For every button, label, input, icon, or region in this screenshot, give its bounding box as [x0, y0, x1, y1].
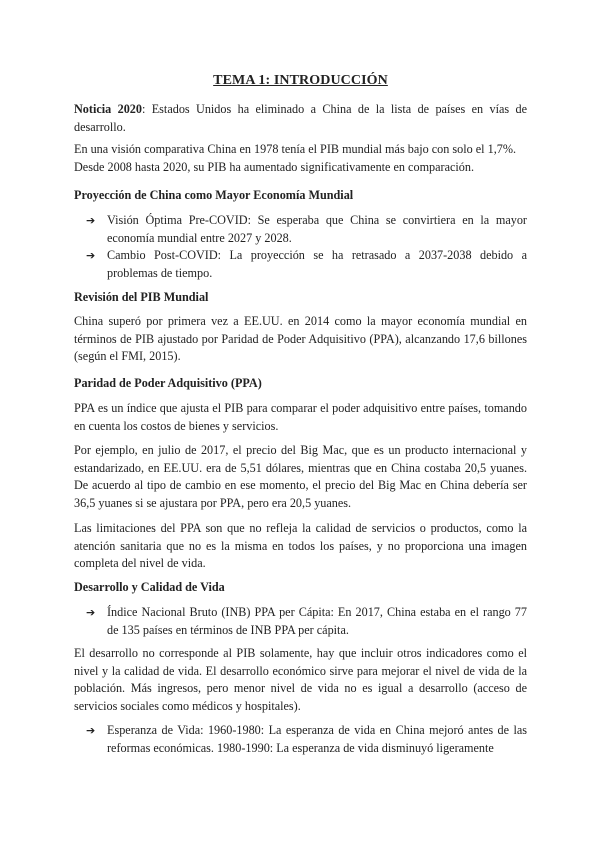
section-heading-gdp-review: Revisión del PIB Mundial	[74, 290, 209, 304]
list-item: ➔ Esperanza de Vida: 1960-1980: La esperanza de vida en China mejoró antes de las reformas económicas. 1980-1990: La esperanza de vida disminuyó ligeramente	[86, 723, 527, 755]
arrow-icon: ➔	[86, 724, 96, 737]
arrow-icon: ➔	[86, 214, 96, 227]
ppp-limitations-paragraph: Las limitaciones del PPA son que no refleja la calidad de servicios o productos, como la atención sanitaria que no es la misma en todos los países, y no proporciona una imagen completa del nivel de vida.	[74, 521, 527, 571]
section-heading-development: Desarrollo y Calidad de Vida	[74, 580, 225, 594]
development-list	[74, 604, 527, 639]
list-item: ➔ Cambio Post-COVID: La proyección se ha retrasado a 2037-2038 debido a problemas de tiempo.	[86, 248, 527, 280]
development-paragraph: El desarrollo no corresponde al PIB solamente, hay que incluir otros indicadores como el nivel y la calidad de vida. El desarrollo económico sirve para mejorar el nivel de vida de la población. Más ingresos, pero menor nivel de vida no es igual a desarrollo (acceso de servicios sociales como médicos y hospitales).	[74, 646, 527, 713]
news-paragraph	[74, 101, 527, 136]
section-heading-ppp: Paridad de Poder Adquisitivo (PPA)	[74, 376, 262, 390]
gdp-review-paragraph: China superó por primera vez a EE.UU. en 2014 como la mayor economía mundial en términos de PIB ajustado por Paridad de Poder Adquisitivo (PPA), alcanzando 17,6 billones (según el FMI, 2015).	[74, 314, 527, 364]
section-heading-projection: Proyección de China como Mayor Economía Mundial	[74, 188, 354, 202]
arrow-icon: ➔	[86, 249, 96, 263]
news-label: Noticia 2020	[74, 102, 142, 116]
projection-list	[74, 212, 527, 282]
page-title: TEMA 1: INTRODUCCIÓN	[213, 73, 388, 88]
list-item: ➔ Visión Óptima Pre-COVID: Se esperaba que China se convirtiera en la mayor economía mundial entre 2027 y 2028.	[86, 213, 527, 245]
arrow-icon: ➔	[86, 606, 96, 619]
life-expectancy-list	[74, 722, 527, 757]
big-mac-paragraph: Por ejemplo, en julio de 2017, el precio del Big Mac, que es un producto internacional y estandarizado, en EE.UU. era de 5,51 dólares, mientras que en China costaba 20,5 yuanes. De acuerdo al tipo de cambio en ese momento, el precio del Big Mac en China debería ser 36,5 yuanes si se ajustara por PPA, pero era 20,5 yuanes.	[74, 443, 527, 510]
news-text: : Estados Unidos ha eliminado a China de la lista de países en vías de desarrollo.	[74, 102, 527, 134]
list-item: ➔ Índice Nacional Bruto (INB) PPA per Cápita: En 2017, China estaba en el rango 77 de 135 países en términos de INB PPA per cápita.	[86, 605, 527, 637]
ppp-definition-paragraph: PPA es un índice que ajusta el PIB para comparar el poder adquisitivo entre países, tomando en cuenta los costos de bienes y servicios.	[74, 401, 527, 433]
comparison-paragraph: En una visión comparativa China en 1978 tenía el PIB mundial más bajo con solo el 1,7%. Desde 2008 hasta 2020, su PIB ha aumentado significativamente en comparación.	[74, 142, 517, 174]
